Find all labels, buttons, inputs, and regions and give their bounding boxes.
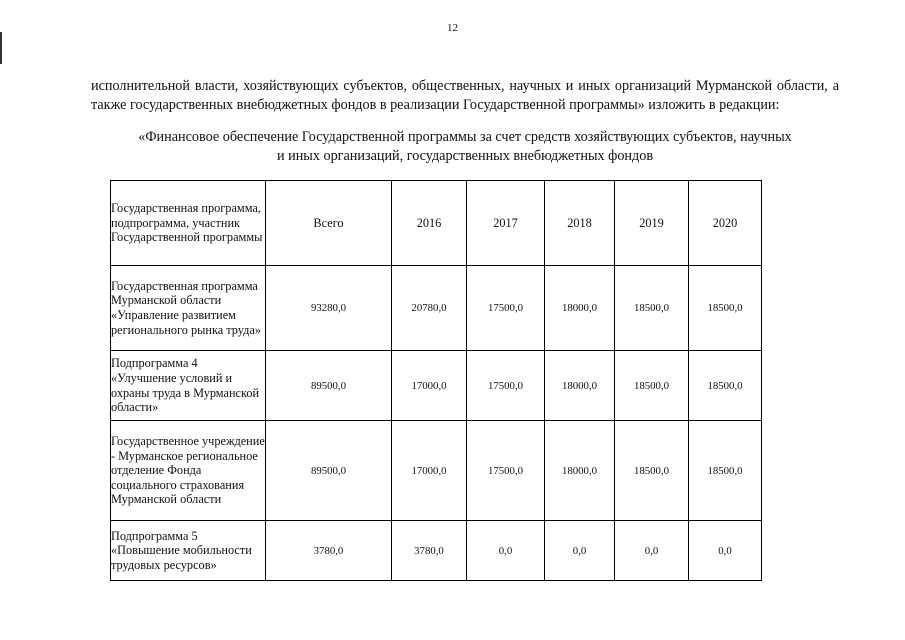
margin-mark [0, 32, 2, 64]
row-value-cell: 20780,0 [392, 266, 467, 351]
row-value-cell: 17500,0 [467, 421, 545, 521]
row-value-cell: 18500,0 [689, 421, 762, 521]
header-year-cell: 2016 [392, 181, 467, 266]
header-year-cell: 2020 [689, 181, 762, 266]
row-value-cell: 18500,0 [689, 351, 762, 421]
row-name-cell: Государственное учреждение - Мурманское региональное отделение Фонда социального страхования Мурманской области [111, 421, 266, 521]
table-heading [91, 128, 839, 166]
row-value-cell: 18500,0 [689, 266, 762, 351]
table-header-row [111, 181, 762, 266]
row-total-cell: 3780,0 [266, 521, 392, 581]
row-value-cell: 18500,0 [615, 421, 689, 521]
row-total-cell: 89500,0 [266, 421, 392, 521]
row-value-cell: 17500,0 [467, 266, 545, 351]
page-number: 12 [447, 22, 458, 34]
row-value-cell: 18000,0 [545, 421, 615, 521]
header-year-cell: 2018 [545, 181, 615, 266]
row-name-cell: Подпрограмма 5 «Повышение мобильности трудовых ресурсов» [111, 521, 266, 581]
row-value-cell: 18500,0 [615, 266, 689, 351]
table-row [111, 421, 762, 521]
row-value-cell: 0,0 [615, 521, 689, 581]
row-total-cell: 89500,0 [266, 351, 392, 421]
header-total-cell: Всего [266, 181, 392, 266]
financing-table [110, 180, 762, 581]
intro-paragraph: исполнительной власти, хозяйствующих субъектов, общественных, научных и иных организаций Мурманской области, а также государственных внебюджетных фондов в реализации Государственной программы» изложить в редакции: [91, 78, 839, 113]
row-total-cell: 93280,0 [266, 266, 392, 351]
row-name-cell: Государственная программа Мурманской области «Управление развитием регионального рынка труда» [111, 266, 266, 351]
header-year-cell: 2019 [615, 181, 689, 266]
table-heading-line-2: и иных организаций, государственных внебюджетных фондов [276, 148, 654, 164]
row-value-cell: 17000,0 [392, 351, 467, 421]
row-value-cell: 18500,0 [615, 351, 689, 421]
row-value-cell: 0,0 [689, 521, 762, 581]
row-value-cell: 17000,0 [392, 421, 467, 521]
row-value-cell: 18000,0 [545, 266, 615, 351]
table-row [111, 521, 762, 581]
table-heading-line-1: «Финансовое обеспечение Государственной программы за счет средств хозяйствующих субъектов, научных [138, 129, 792, 145]
row-value-cell: 0,0 [545, 521, 615, 581]
header-name-cell: Государственная программа, подпрограмма, участник Государственной программы [111, 181, 266, 266]
row-value-cell: 3780,0 [392, 521, 467, 581]
table-row [111, 266, 762, 351]
table-row [111, 351, 762, 421]
row-value-cell: 17500,0 [467, 351, 545, 421]
row-value-cell: 0,0 [467, 521, 545, 581]
row-name-cell: Подпрограмма 4 «Улучшение условий и охраны труда в Мурманской области» [111, 351, 266, 421]
row-value-cell: 18000,0 [545, 351, 615, 421]
header-year-cell: 2017 [467, 181, 545, 266]
